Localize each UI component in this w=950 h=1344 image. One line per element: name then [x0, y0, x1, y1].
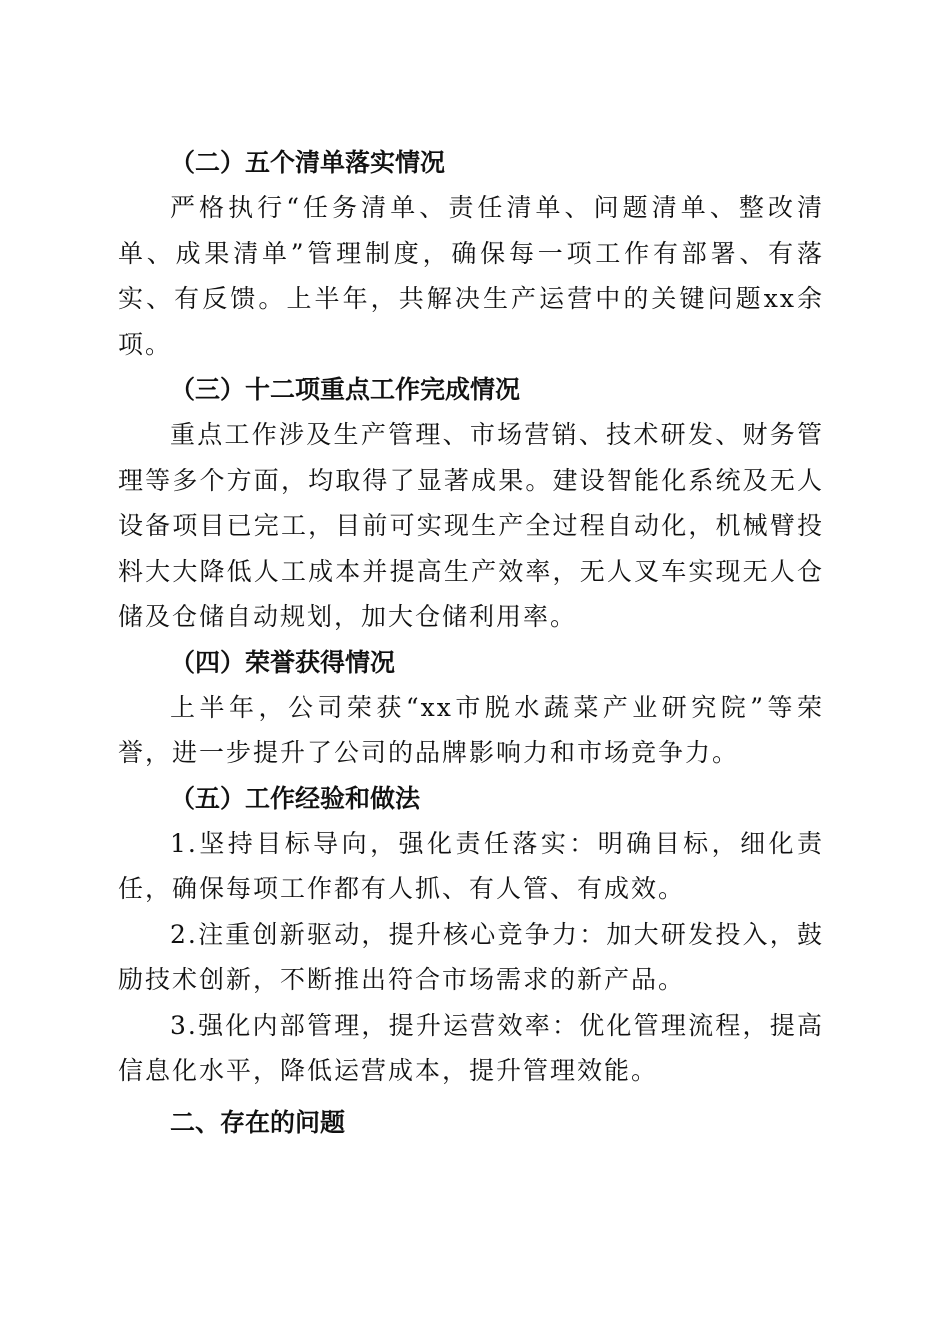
paragraph: 上半年，公司荣获“xx市脱水蔬菜产业研究院”等荣誉，进一步提升了公司的品牌影响力和市场竞争力。	[118, 692, 824, 767]
section-heading-5: （五）工作经验和做法	[170, 783, 421, 813]
paragraph: 3.强化内部管理，提升运营效率：优化管理流程，提高信息化水平，降低运营成本，提升管理效能。	[118, 1010, 824, 1085]
section-heading-4: （四）荣誉获得情况	[170, 647, 396, 677]
paragraph: 严格执行“任务清单、责任清单、问题清单、整改清单、成果清单”管理制度，确保每一项工作有部署、有落实、有反馈。上半年，共解决生产运营中的关键问题xx余项。	[118, 193, 824, 359]
paragraph: 2.注重创新驱动，提升核心竞争力：加大研发投入，鼓励技术创新，不断推出符合市场需求的新产品。	[118, 919, 824, 994]
chapter-title: 二、存在的问题	[170, 1107, 346, 1137]
paragraph: 重点工作涉及生产管理、市场营销、技术研发、财务管理等多个方面，均取得了显著成果。建设智能化系统及无人设备项目已完工，目前可实现生产全过程自动化，机械臂投料大大降低人工成本并提高生产效率，无人叉车实现无人仓储及仓储自动规划，加大仓储利用率。	[118, 420, 824, 631]
document-body	[118, 140, 824, 1145]
paragraph: 1.坚持目标导向，强化责任落实：明确目标，细化责任，确保每项工作都有人抓、有人管、有成效。	[118, 828, 824, 903]
section-heading-3: （三）十二项重点工作完成情况	[170, 375, 521, 404]
section-heading-2: （二）五个清单落实情况	[170, 148, 446, 177]
